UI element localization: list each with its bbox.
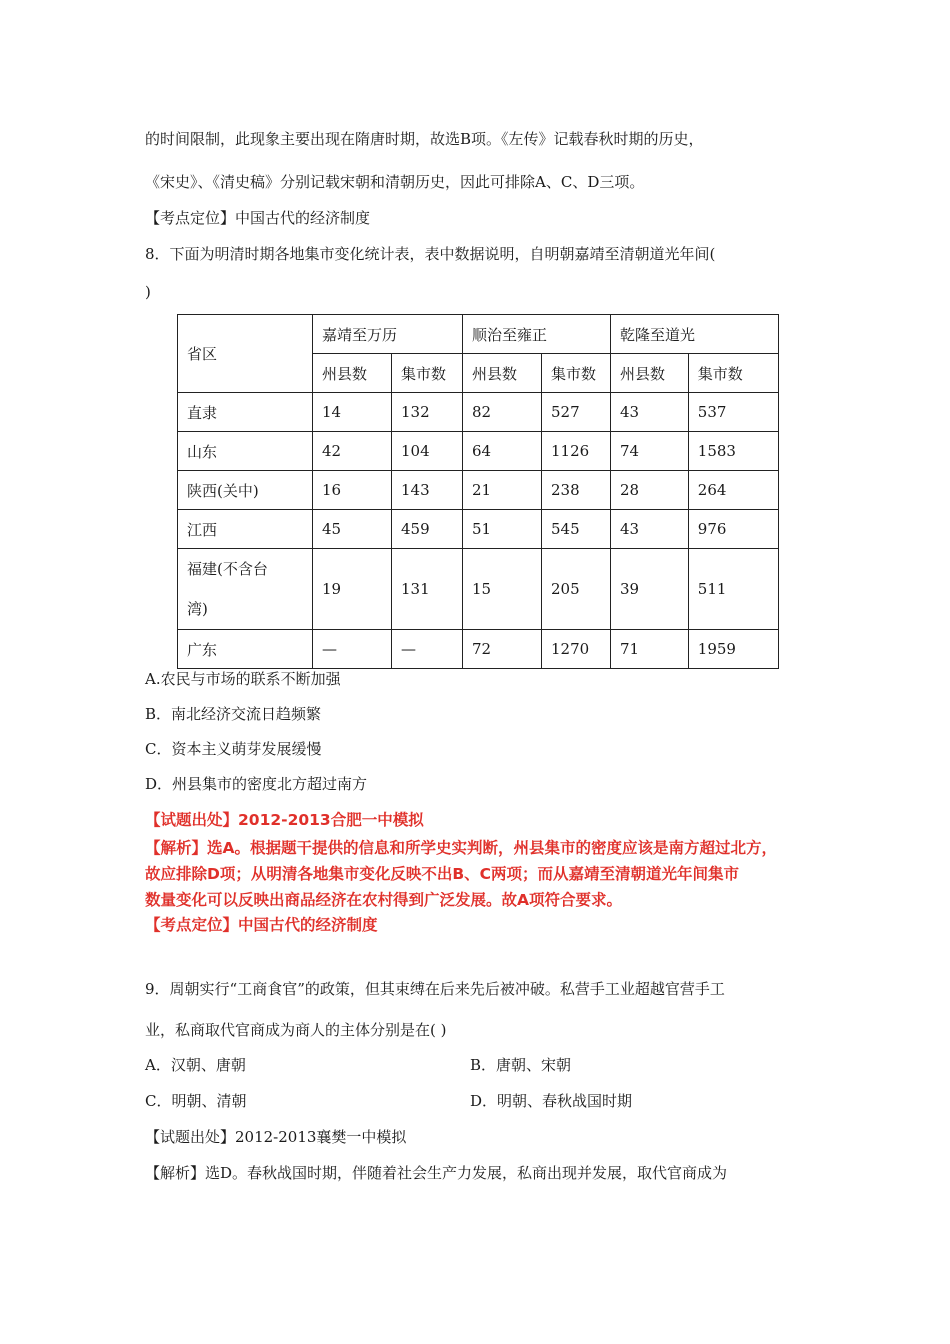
sub-header: 集市数 — [542, 354, 611, 393]
table-cell: 104 — [392, 432, 463, 471]
period-header: 嘉靖至万历 — [313, 315, 463, 354]
table-row — [178, 630, 779, 669]
q8-stem-line-1: 8．下面为明清时期各地集市变化统计表，表中数据说明，自明朝嘉靖至清朝道光年间( — [145, 245, 716, 263]
table-row — [178, 510, 779, 549]
q8-stem-line-2: ) — [145, 283, 151, 301]
table-cell: 16 — [313, 471, 392, 510]
market-stats-table — [177, 314, 779, 669]
table-cell: 459 — [392, 510, 463, 549]
province-line: 湾) — [187, 600, 208, 618]
province-cell: 直隶 — [178, 393, 313, 432]
q8-analysis-line-1: 【解析】选A。根据题干提供的信息和所学史实判断，州县集市的密度应该是南方超过北方， — [145, 839, 777, 857]
table-cell: 21 — [463, 471, 542, 510]
table-cell: 42 — [313, 432, 392, 471]
table-cell: 1959 — [688, 630, 778, 669]
table-cell: 1583 — [688, 432, 778, 471]
table-cell: 545 — [542, 510, 611, 549]
q9-stem-line-1: 9．周朝实行“工商食官”的政策，但其束缚在后来先后被冲破。私营手工业超越官营手工 — [145, 980, 725, 998]
q8-option-b: B．南北经济交流日趋频繁 — [145, 705, 322, 723]
table-cell: 132 — [392, 393, 463, 432]
table-row — [178, 432, 779, 471]
table-cell: 1126 — [542, 432, 611, 471]
q9-option-c: C．明朝、清朝 — [145, 1092, 247, 1110]
table-cell: 43 — [611, 510, 689, 549]
table-cell: 43 — [611, 393, 689, 432]
province-cell: 广东 — [178, 630, 313, 669]
q9-analysis: 【解析】选D。春秋战国时期，伴随着社会生产力发展，私商出现并发展，取代官商成为 — [145, 1164, 728, 1182]
table-cell: 71 — [611, 630, 689, 669]
table-cell: 45 — [313, 510, 392, 549]
table-cell: 82 — [463, 393, 542, 432]
q9-source: 【试题出处】2012-2013襄樊一中模拟 — [145, 1128, 407, 1146]
table-cell: 64 — [463, 432, 542, 471]
q9-stem-line-2: 业，私商取代官商成为商人的主体分别是在( ) — [145, 1021, 447, 1039]
sub-header: 州县数 — [313, 354, 392, 393]
table-row — [178, 471, 779, 510]
table-cell: 28 — [611, 471, 689, 510]
table-cell: — — [392, 630, 463, 669]
table-cell: 19 — [313, 549, 392, 630]
sub-header: 州县数 — [463, 354, 542, 393]
table-cell: 15 — [463, 549, 542, 630]
table-cell: 511 — [688, 549, 778, 630]
q9-option-d: D．明朝、春秋战国时期 — [470, 1092, 633, 1110]
q8-option-d: D．州县集市的密度北方超过南方 — [145, 775, 368, 793]
table-cell: 1270 — [542, 630, 611, 669]
province-header: 省区 — [178, 315, 313, 393]
q8-source: 【试题出处】2012-2013合肥一中模拟 — [145, 811, 424, 829]
table-cell: 39 — [611, 549, 689, 630]
intro-line-1: 的时间限制，此现象主要出现在隋唐时期，故选B项。《左传》记载春秋时期的历史， — [145, 130, 704, 148]
table-row — [178, 549, 779, 630]
table-cell: 131 — [392, 549, 463, 630]
q9-option-a: A．汉朝、唐朝 — [145, 1056, 246, 1074]
table-cell: 143 — [392, 471, 463, 510]
q8-analysis-line-3: 数量变化可以反映出商品经济在农村得到广泛发展。故A项符合要求。 — [145, 891, 622, 909]
table-cell: 527 — [542, 393, 611, 432]
table-cell: 14 — [313, 393, 392, 432]
intro-line-2: 《宋史》、《清史稿》分别记载宋朝和清朝历史，因此可排除A、C、D三项。 — [145, 173, 645, 191]
q9-option-b: B．唐朝、宋朝 — [470, 1056, 572, 1074]
period-header: 顺治至雍正 — [463, 315, 611, 354]
province-line: 福建(不含台 — [187, 560, 268, 578]
province-cell: 山东 — [178, 432, 313, 471]
table-cell: 74 — [611, 432, 689, 471]
province-cell: 江西 — [178, 510, 313, 549]
q8-point: 【考点定位】中国古代的经济制度 — [145, 916, 378, 934]
q8-option-a: A.农民与市场的联系不断加强 — [145, 670, 341, 688]
table-cell: — — [313, 630, 392, 669]
sub-header: 集市数 — [688, 354, 778, 393]
table-cell: 238 — [542, 471, 611, 510]
province-cell — [178, 549, 313, 630]
q8-option-c: C．资本主义萌芽发展缓慢 — [145, 740, 322, 758]
table-cell: 205 — [542, 549, 611, 630]
sub-header: 集市数 — [392, 354, 463, 393]
table-cell: 537 — [688, 393, 778, 432]
period-header: 乾隆至道光 — [611, 315, 779, 354]
intro-point: 【考点定位】中国古代的经济制度 — [145, 209, 371, 227]
province-cell: 陕西(关中) — [178, 471, 313, 510]
q8-analysis-line-2: 故应排除D项；从明清各地集市变化反映不出B、C两项；而从嘉靖至清朝道光年间集市 — [145, 865, 740, 883]
table-cell: 264 — [688, 471, 778, 510]
table-cell: 51 — [463, 510, 542, 549]
table-cell: 72 — [463, 630, 542, 669]
table-cell: 976 — [688, 510, 778, 549]
table-row — [178, 393, 779, 432]
sub-header: 州县数 — [611, 354, 689, 393]
